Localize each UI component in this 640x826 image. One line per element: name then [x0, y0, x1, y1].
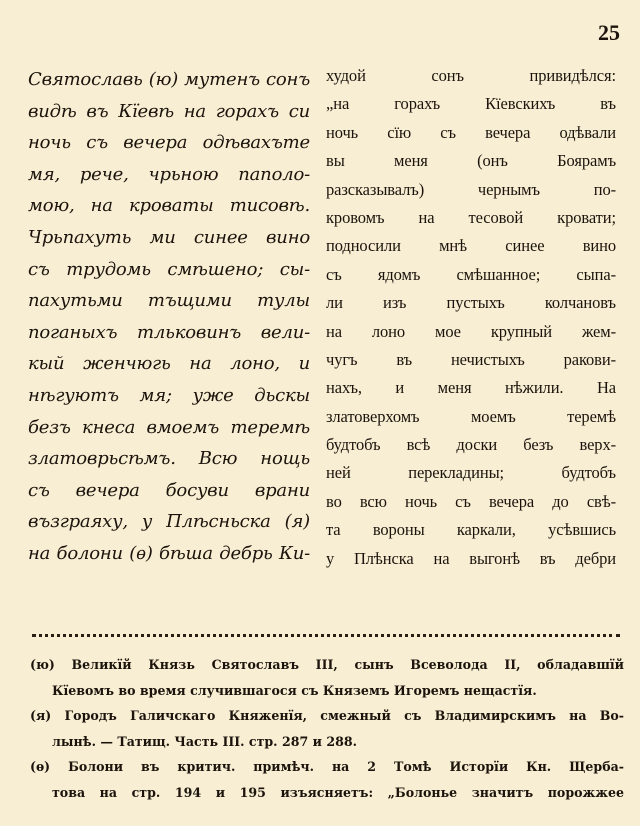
- text-line: нахъ, и меня нѣжили. На: [326, 378, 616, 398]
- text-line: ли изъ пустыхъ колчановъ: [326, 293, 616, 313]
- text-line: мя, рече, чрьною паполо-: [28, 163, 310, 185]
- footnote-divider: [32, 634, 620, 637]
- text-line: възграяху, у Плѣсньска (я): [28, 511, 310, 533]
- page-number: 25: [598, 20, 620, 45]
- footnote-line: лынѣ. — Татищ. Часть III. стр. 287 и 288.: [52, 733, 358, 749]
- text-line: чугъ въ нечистыхъ ракови-: [326, 349, 616, 369]
- text-line: будтобъ всѣ доски безъ верх-: [326, 435, 616, 455]
- text-line: подносили мнѣ синее вино: [326, 236, 616, 256]
- text-line: Чрьпахуть ми синее вино: [28, 226, 310, 248]
- text-line: нѣгуютъ мя; уже дьскы: [28, 384, 310, 406]
- footnote-line: Кїевомъ во время случившагося съ Княземъ Игоремъ нещастїя.: [52, 682, 537, 698]
- text-line: на лоно мое крупный жем-: [326, 321, 616, 341]
- text-line: на болони (ѳ) бѣша дебрь Ки-: [28, 542, 310, 564]
- text-line: златоврьсѣмъ. Всю нощь: [28, 448, 310, 470]
- footnotes: [30, 652, 624, 805]
- text-line: кровомъ на тесовой кровати;: [326, 207, 616, 227]
- text-line: та вороны каркали, усѣвшись: [326, 520, 616, 540]
- text-line: вы меня (онъ Боярамъ: [326, 151, 616, 171]
- text-line: ней перекладины; будтобъ: [326, 463, 616, 483]
- text-line: пахутьми тъщими тулы: [28, 290, 310, 312]
- translation-text-column: [326, 62, 616, 573]
- old-russian-text-column: [28, 64, 310, 570]
- text-line: худой сонъ привидѣлся:: [326, 66, 616, 85]
- text-line: поганыхъ тльковинъ вели-: [28, 321, 310, 343]
- footnote-line: (ѳ) Болони въ критич. примѣч. на 2 Томѣ Исторїи Кн. Щерба-: [30, 759, 624, 774]
- text-line: безъ кнеса вмоемъ теремѣ: [28, 416, 310, 438]
- text-line: златоверхомъ моемъ теремѣ: [326, 406, 616, 426]
- text-line: разсказывалъ) чернымъ по-: [326, 179, 616, 199]
- text-line: видѣ въ Кїевѣ на горахъ си: [28, 100, 310, 122]
- text-line: во всю ночь съ вечера до свѣ-: [326, 491, 616, 511]
- text-line: ночь сїю съ вечера одѣвали: [326, 122, 616, 142]
- text-line: мою, на кроваты тисовѣ.: [28, 195, 310, 217]
- text-line: кый женчюгь на лоно, и: [28, 353, 310, 375]
- footnote-line: това на стр. 194 и 195 изъясняетъ: „Болонье значитъ порожжее: [52, 784, 624, 800]
- text-line: Святославь (ю) мутенъ сонъ: [28, 69, 310, 90]
- text-line: у Плѣнска на выгонѣ въ дебри: [326, 548, 616, 568]
- text-line: съ вечера босуви врани: [28, 479, 310, 501]
- text-line: „на горахъ Кїевскихъ въ: [326, 94, 616, 114]
- text-line: съ ядомъ смѣшанное; сыпа-: [326, 264, 616, 284]
- footnote-line: (ю) Великїй Князь Святославъ III, сынъ Всеволода II, обладавшїй: [30, 657, 624, 672]
- footnote-line: (я) Городъ Галичскаго Княженїя, смежный съ Владимирскимъ на Во-: [30, 708, 624, 723]
- text-line: ночь съ вечера одѣвахъте: [28, 132, 310, 154]
- text-line: съ трудомь смѣшено; сы-: [28, 258, 310, 280]
